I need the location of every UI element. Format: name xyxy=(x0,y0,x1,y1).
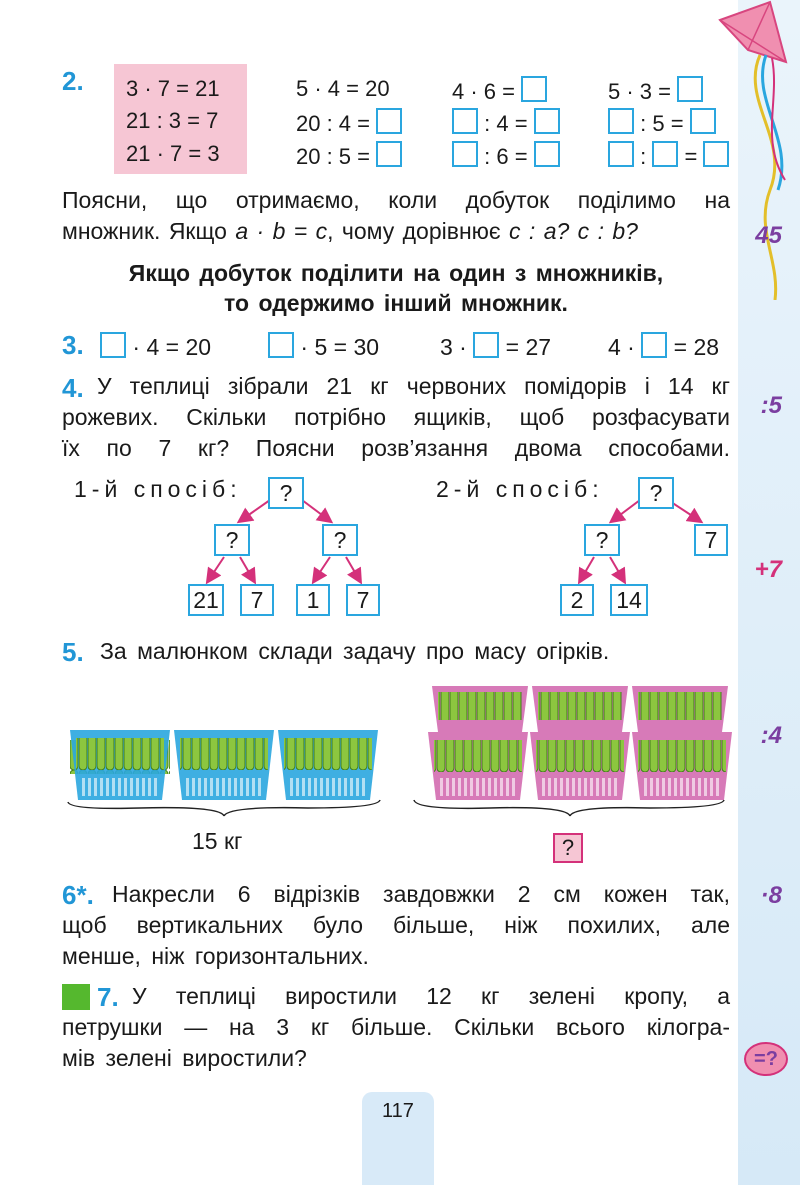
ex7-line2: петрушки — на 3 кг більше. Скільки всього кілогра- xyxy=(62,1014,730,1040)
ex2-c2-r1: 5 · 4 = 20 xyxy=(296,76,390,101)
ex2-pink-eq3: 21 · 7 = 3 xyxy=(126,141,220,166)
ex2-pink-eq1: 3 · 7 = 21 xyxy=(126,76,220,101)
ex6-line3: менше, ніж горизонтальних. xyxy=(62,943,369,969)
tree1-leaf4: 7 xyxy=(346,584,380,616)
ex2-text-line1: Поясни, що отримаємо, коли добуток поділимо на xyxy=(62,187,730,213)
ex2-c3-r3: : 6 = xyxy=(452,141,560,170)
ex7-number: 7. xyxy=(97,982,119,1012)
ex6-number: 6*. xyxy=(62,880,94,910)
ex2-c4-r3: : = xyxy=(608,141,729,170)
blue-crates xyxy=(70,730,378,800)
side-label-mul8: ·8 xyxy=(760,882,782,909)
tree2-leaf1: 2 xyxy=(560,584,594,616)
tree1-right[interactable]: ? xyxy=(322,524,358,556)
way2-label: 2-й спосіб: xyxy=(436,476,604,502)
pink-crates xyxy=(428,686,732,800)
tree2-right: 7 xyxy=(694,524,728,556)
side-label-eq: =? xyxy=(744,1042,788,1076)
ex2-c3-r2: : 4 = xyxy=(452,108,560,137)
mass-label: 15 кг xyxy=(192,828,243,854)
rule-line2: то одержимо інший множник. xyxy=(224,290,568,316)
ex6-line2: щоб вертикальних було більше, ніж похилих, але xyxy=(62,912,730,938)
ex2-c2-r3: 20 : 5 = xyxy=(296,141,402,170)
tree1-leaf2: 7 xyxy=(240,584,274,616)
side-label-45: 45 xyxy=(755,222,782,249)
ex2-c4-r1: 5 · 3 = xyxy=(608,76,703,105)
ex4-line1: У теплиці зібрали 21 кг червоних помідорів і 14 кг xyxy=(97,373,730,399)
tree1-root[interactable]: ? xyxy=(268,477,304,509)
cucumber-crates-illustration xyxy=(60,680,740,820)
unknown-mass-box[interactable]: ? xyxy=(553,833,583,863)
tree1-leaf1: 21 xyxy=(188,584,224,616)
homework-square-icon xyxy=(62,984,90,1010)
way1-label: 1-й спосіб: xyxy=(74,476,242,502)
ex2-text-line2: множник. Якщо a · b = c, чому дорівнює c : a? c : b? xyxy=(62,218,638,244)
ex4-line3: їх по 7 кг? Поясни розв’язання двома способами. xyxy=(62,435,730,461)
rule-line1: Якщо добуток поділити на один з множників, xyxy=(128,260,664,286)
ex2-pink-eq2: 21 : 3 = 7 xyxy=(126,108,219,133)
ex3-eq2: · 5 = 30 xyxy=(268,332,379,361)
ex3-eq1: · 4 = 20 xyxy=(100,332,211,361)
ex3-number: 3. xyxy=(62,330,84,360)
side-label-plus7: +7 xyxy=(754,556,782,583)
side-label-div5: :5 xyxy=(760,392,782,419)
ex2-c3-r1: 4 · 6 = xyxy=(452,76,547,105)
tree1-leaf3: 1 xyxy=(296,584,330,616)
page-number: 117 xyxy=(362,1092,434,1185)
side-label-div4: :4 xyxy=(760,722,782,749)
ex7-line1: У теплиці виростили 12 кг зелені кропу, а xyxy=(132,983,730,1009)
ex3-eq4: 4 · = 28 xyxy=(608,334,720,360)
ex4-number: 4. xyxy=(62,373,84,403)
ex3-eq3: 3 · = 27 xyxy=(440,334,552,360)
ex2-number: 2. xyxy=(62,66,84,96)
ex7-line3: мів зелені виростили? xyxy=(62,1045,307,1071)
tree2-root[interactable]: ? xyxy=(638,477,674,509)
ex5-number: 5. xyxy=(62,637,84,667)
ex5-text: За малюнком склади задачу про масу огірків. xyxy=(100,638,610,664)
tree1-left[interactable]: ? xyxy=(214,524,250,556)
ex6-line1: Накресли 6 відрізків завдовжки 2 см кожен так, xyxy=(112,881,730,907)
ex2-c2-r2: 20 : 4 = xyxy=(296,108,402,137)
ex4-line2: рожевих. Скільки потрібно ящиків, щоб розфасувати xyxy=(62,404,730,430)
ex2-c4-r2: : 5 = xyxy=(608,108,716,137)
tree2-leaf2: 14 xyxy=(610,584,648,616)
tree2-left[interactable]: ? xyxy=(584,524,620,556)
